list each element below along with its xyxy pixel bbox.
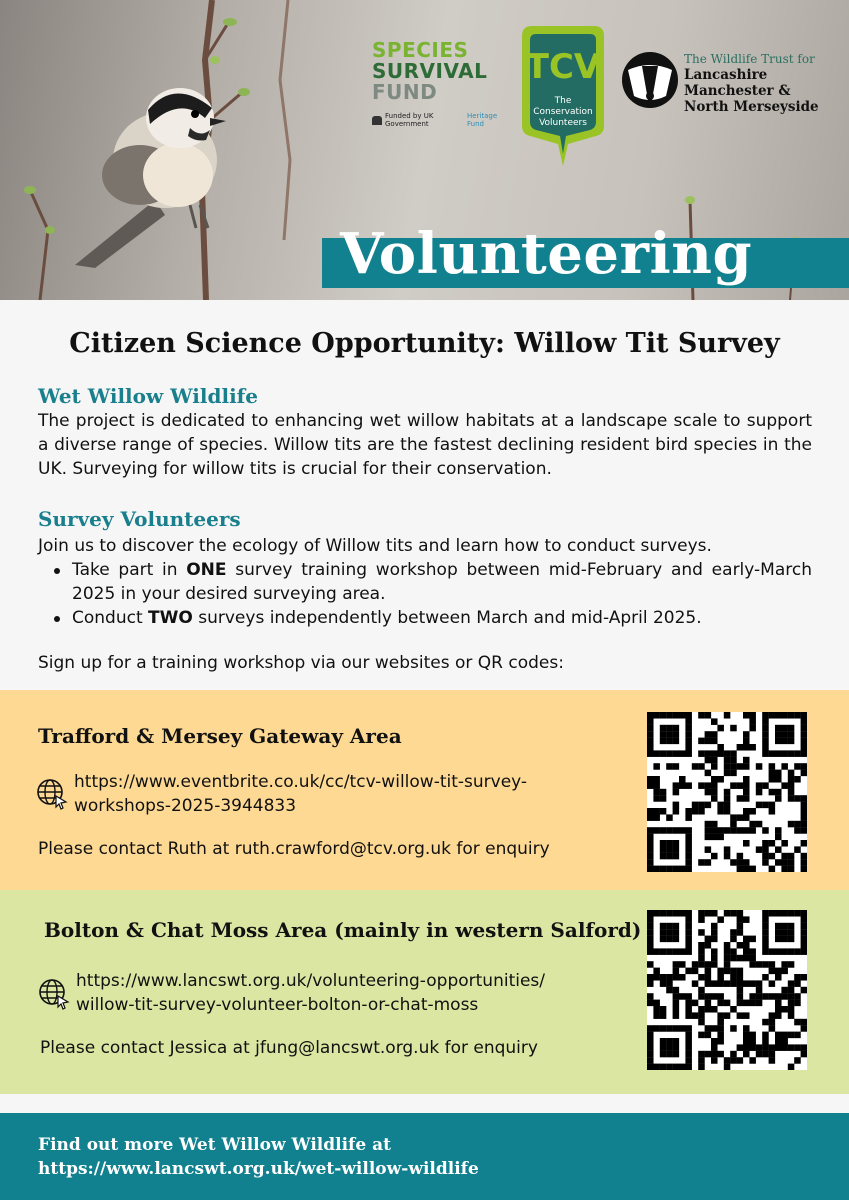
signup-link-line2: willow-tit-survey-volunteer-bolton-or-chat-moss (76, 995, 479, 1015)
contact-text: Please contact Jessica at jfung@lancswt.org.uk for enquiry (40, 1038, 538, 1058)
footer-link[interactable]: https://www.lancswt.org.uk/wet-willow-wildlife (38, 1159, 479, 1179)
list-item: Take part in ONE survey training workshop between mid-February and early-March 2025 in your desired surveying area. (38, 558, 812, 606)
section-heading-wet-willow: Wet Willow Wildlife (38, 384, 258, 408)
signup-link-line2: workshops-2025-3944833 (74, 796, 297, 816)
page-title: Volunteering (340, 221, 753, 287)
wt-line1: The Wildlife Trust for (684, 52, 815, 66)
funded-by (372, 112, 504, 128)
partner-logos (372, 26, 832, 166)
area-bolton (0, 890, 849, 1094)
main-heading: Citizen Science Opportunity: Willow Tit Survey (69, 328, 780, 359)
section-body-wet-willow: The project is dedicated to enhancing wet willow habitats at a landscape scale to support a diverse range of species. Willow tits are the fastest declining resident bird species in the UK. Surveying for willow tits is crucial for their conservation. (38, 411, 812, 479)
tcv-name: The Conservation Volunteers (533, 96, 593, 128)
heritage-fund-text: Heritage Fund (467, 112, 498, 128)
footer-line1: Find out more Wet Willow Wildlife at (38, 1135, 391, 1155)
signup-link[interactable] (74, 770, 654, 818)
qr-code[interactable] (647, 712, 807, 872)
signup-link-line1: https://www.eventbrite.co.uk/cc/tcv-willow-tit-survey- (74, 772, 528, 792)
tcv-logo (522, 26, 604, 166)
wt-line2: Lancashire Manchester & North Merseyside (684, 67, 819, 115)
ssf-line2: SURVIVAL (372, 59, 488, 83)
qr-code[interactable] (647, 910, 807, 1070)
list-item: Conduct TWO surveys independently between March and mid-April 2025. (38, 606, 812, 630)
area-trafford (0, 690, 849, 890)
section-intro-survey: Join us to discover the ecology of Willow tits and learn how to conduct surveys. (38, 536, 712, 556)
globe-cursor-icon (38, 978, 70, 1010)
badger-icon (622, 52, 678, 108)
contact-text: Please contact Ruth at ruth.crawford@tcv.org.uk for enquiry (38, 839, 550, 859)
badger-logo (622, 52, 678, 108)
footer-banner (0, 1113, 849, 1200)
ssf-line1: SPECIES (372, 38, 469, 62)
signup-link[interactable] (76, 969, 656, 1017)
signup-prompt: Sign up for a training workshop via our websites or QR codes: (38, 653, 564, 673)
tcv-mark: TCV (525, 47, 601, 87)
crest-icon (372, 116, 382, 125)
globe-cursor-icon (36, 778, 68, 810)
section-heading-survey-volunteers: Survey Volunteers (38, 507, 241, 531)
species-survival-fund-logo (372, 38, 504, 128)
signup-link-line1: https://www.lancswt.org.uk/volunteering-opportunities/ (76, 971, 546, 991)
area-title: Trafford & Mersey Gateway Area (38, 724, 402, 748)
requirements-list (38, 558, 812, 630)
funded-by-text: Funded by UK Government (385, 112, 434, 128)
area-title: Bolton & Chat Moss Area (mainly in western Salford) (44, 918, 642, 942)
wildlife-trust-logo (622, 50, 832, 120)
hero-banner (0, 0, 849, 300)
ssf-line3: FUND (372, 80, 438, 104)
